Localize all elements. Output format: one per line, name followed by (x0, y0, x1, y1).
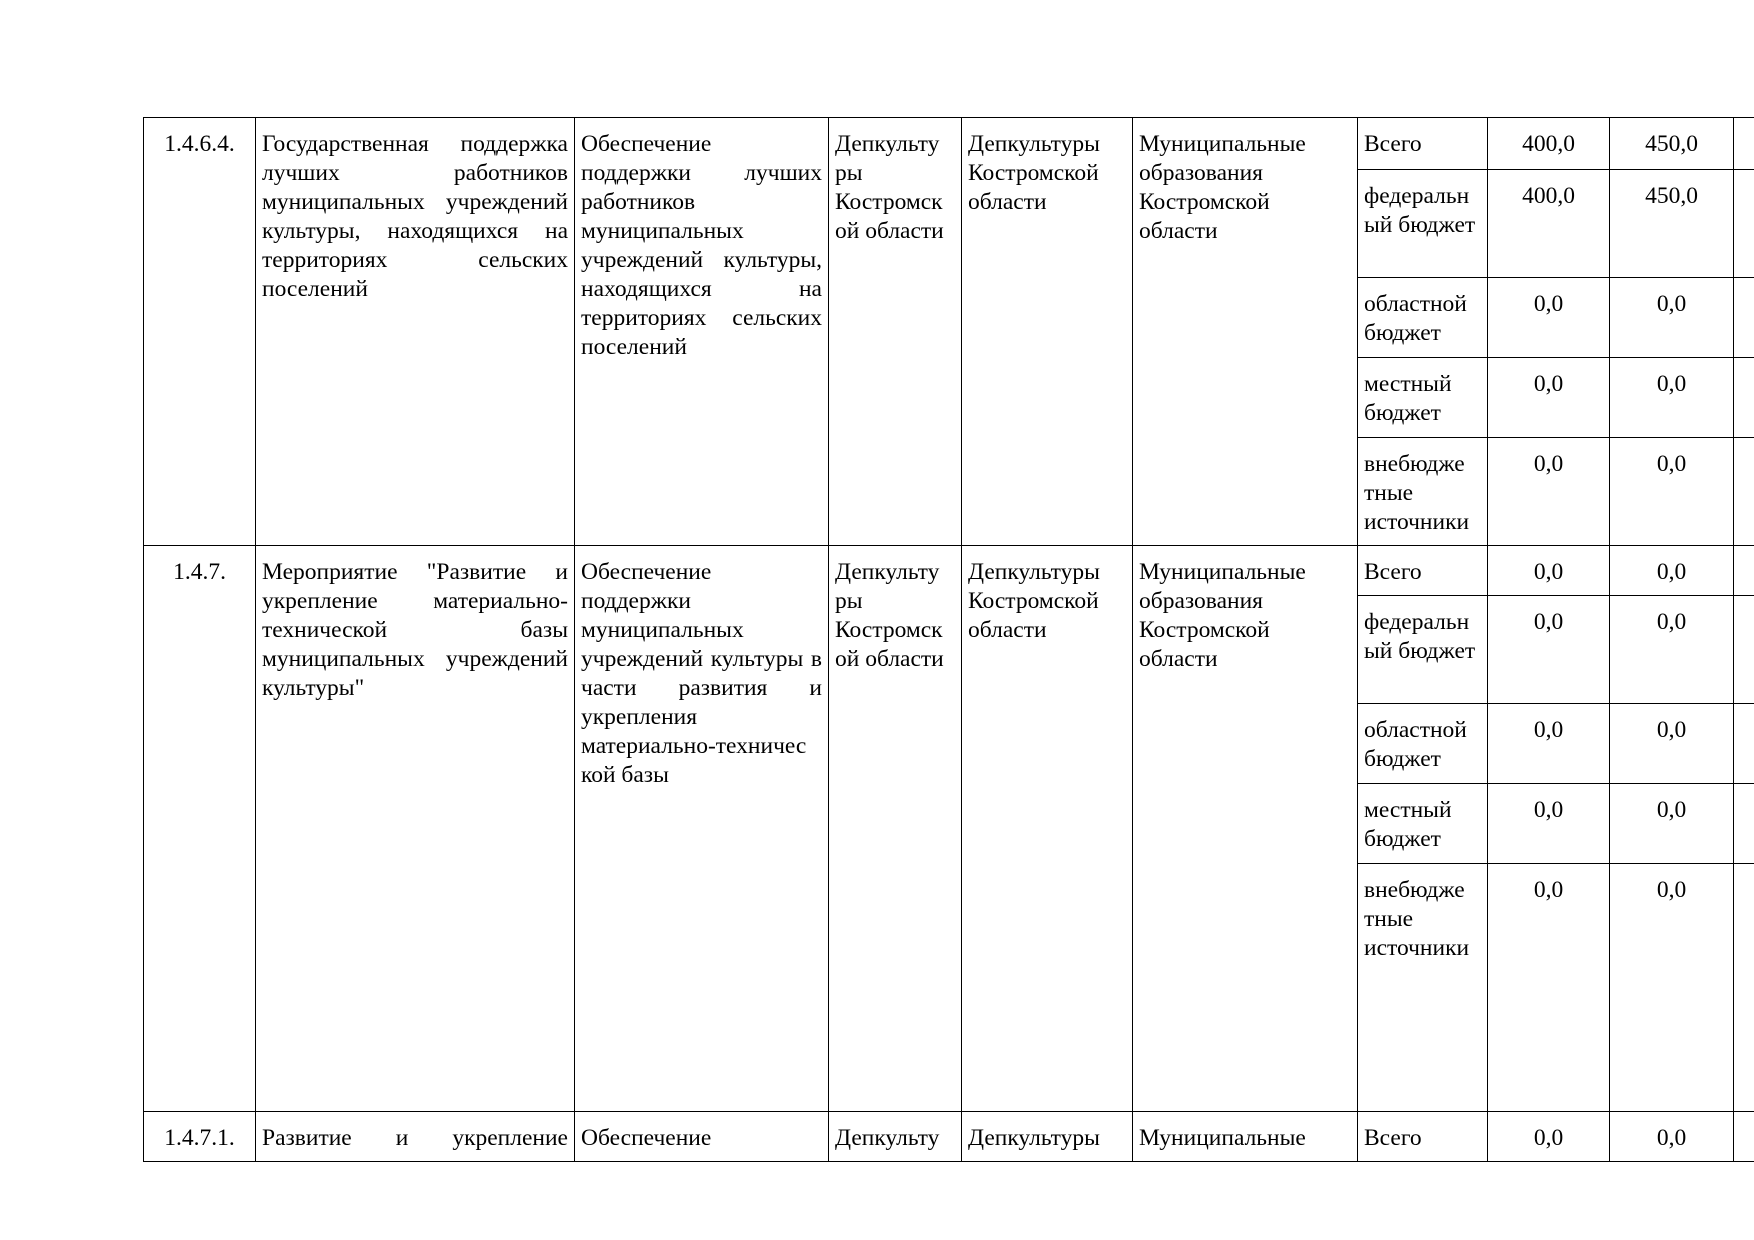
funding-value-year3 (1734, 118, 1754, 170)
item-executor: Депкульту ры Костромск ой области (829, 546, 962, 1112)
funding-source-label: областной бюджет (1358, 278, 1488, 358)
table-row (144, 546, 1754, 596)
item-coexecutor: Депкультуры Костромской области (962, 546, 1133, 1112)
funding-source-label: федеральн ый бюджет (1358, 170, 1488, 278)
item-name: Развитие и укрепление (256, 1112, 575, 1162)
item-name: Мероприятие "Развитие и укрепление материально-технической базы муниципальных учреждений культуры" (256, 546, 575, 1112)
funding-value-year1: 0,0 (1488, 278, 1610, 358)
funding-source-label: местный бюджет (1358, 784, 1488, 864)
funding-value-year2: 0,0 (1610, 704, 1734, 784)
funding-source-label: Всего (1358, 118, 1488, 170)
funding-value-year3 (1734, 704, 1754, 784)
funding-value-year1: 0,0 (1488, 358, 1610, 438)
item-number: 1.4.7. (144, 546, 256, 1112)
item-goal: Обеспечение (575, 1112, 829, 1162)
funding-value-year2: 0,0 (1610, 864, 1734, 1112)
funding-value-year1: 0,0 (1488, 864, 1610, 1112)
funding-source-label: Всего (1358, 546, 1488, 596)
funding-value-year3 (1734, 358, 1754, 438)
funding-value-year3 (1734, 170, 1754, 278)
item-number: 1.4.7.1. (144, 1112, 256, 1162)
funding-value-year3 (1734, 1112, 1754, 1162)
funding-value-year1: 400,0 (1488, 170, 1610, 278)
item-goal: Обеспечение поддержки лучших работников муниципальных учреждений культуры, находящихся на территориях сельских поселений (575, 118, 829, 546)
item-participants: Муниципальные образования Костромской области (1133, 118, 1358, 546)
item-executor: Депкульту (829, 1112, 962, 1162)
funding-value-year2: 0,0 (1610, 358, 1734, 438)
funding-value-year2: 0,0 (1610, 596, 1734, 704)
table-row (144, 118, 1754, 170)
funding-value-year2: 450,0 (1610, 170, 1734, 278)
funding-value-year1: 400,0 (1488, 118, 1610, 170)
funding-value-year3 (1734, 546, 1754, 596)
funding-value-year2: 0,0 (1610, 546, 1734, 596)
funding-value-year3 (1734, 278, 1754, 358)
funding-value-year3 (1734, 864, 1754, 1112)
funding-value-year1: 0,0 (1488, 784, 1610, 864)
item-participants: Муниципальные образования Костромской области (1133, 546, 1358, 1112)
funding-source-label: Всего (1358, 1112, 1488, 1162)
funding-value-year2: 0,0 (1610, 1112, 1734, 1162)
funding-source-label: внебюдже тные источники (1358, 864, 1488, 1112)
funding-value-year3 (1734, 438, 1754, 546)
item-name: Государственная поддержка лучших работников муниципальных учреждений культуры, находящихся на территориях сельских поселений (256, 118, 575, 546)
funding-source-label: внебюдже тные источники (1358, 438, 1488, 546)
program-activities-table (143, 117, 1754, 1162)
funding-value-year2: 450,0 (1610, 118, 1734, 170)
item-goal: Обеспечение поддержки муниципальных учреждений культуры в части развития и укрепления материально-техничес кой базы (575, 546, 829, 1112)
item-number: 1.4.6.4. (144, 118, 256, 546)
funding-value-year2: 0,0 (1610, 438, 1734, 546)
funding-source-label: федеральн ый бюджет (1358, 596, 1488, 704)
funding-value-year3 (1734, 784, 1754, 864)
funding-value-year1: 0,0 (1488, 546, 1610, 596)
item-coexecutor: Депкультуры Костромской области (962, 118, 1133, 546)
funding-value-year1: 0,0 (1488, 704, 1610, 784)
funding-value-year2: 0,0 (1610, 784, 1734, 864)
funding-value-year2: 0,0 (1610, 278, 1734, 358)
funding-value-year1: 0,0 (1488, 596, 1610, 704)
funding-value-year1: 0,0 (1488, 1112, 1610, 1162)
funding-value-year3 (1734, 596, 1754, 704)
item-participants: Муниципальные (1133, 1112, 1358, 1162)
item-coexecutor: Депкультуры (962, 1112, 1133, 1162)
item-executor: Депкульту ры Костромск ой области (829, 118, 962, 546)
funding-source-label: областной бюджет (1358, 704, 1488, 784)
funding-source-label: местный бюджет (1358, 358, 1488, 438)
table-row (144, 1112, 1754, 1162)
funding-value-year1: 0,0 (1488, 438, 1610, 546)
